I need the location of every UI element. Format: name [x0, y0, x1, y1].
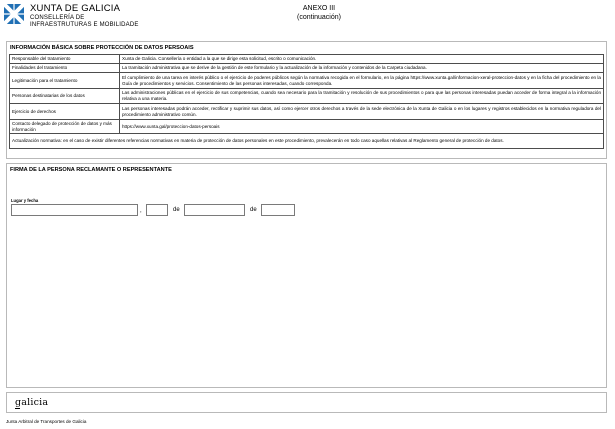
day-field[interactable]	[146, 204, 168, 216]
row-value: La tramitación administrativa que se derive de la gestión de este formulario y la actualización de la información y contenidos de la Carpeta ciudadana.	[120, 64, 604, 73]
galicia-logo: galicia	[15, 397, 49, 408]
department-line-1: CONSELLERÍA DE	[30, 15, 85, 21]
row-value: Xunta de Galicia. Consellería o entidad a la que se dirige esta solicitud, escrito o comunicación.	[120, 55, 604, 64]
row-value: Las administraciones públicas en el ejercicio de sus competencias, cuando sea necesario para la tramitación y resolución de sus procedimientos o para que las personas interesadas puedan acceder de forma integral a la información relativa a una materia.	[120, 89, 604, 104]
signature-title: FIRMA DE LA PERSONA RECLAMANTE O REPRESENTANTE	[10, 167, 172, 173]
de-separator-2: de	[250, 207, 257, 213]
footer-org-text: Junta Arbitral de Transportes de Galicia	[6, 419, 87, 424]
xunta-logo-icon	[4, 4, 24, 24]
place-field[interactable]	[11, 204, 138, 216]
signature-section	[6, 163, 607, 388]
annex-subtitle: (continuación)	[297, 13, 341, 21]
regulatory-update-note: Actualización normativa: en el caso de existir diferentes referencias normativas en materia de protección de datos personales en este procedimiento, prevalecerán en todo caso aquellas relativas al Reglamento general de protección de datos.	[10, 134, 604, 149]
row-key: Ejercicio de derechos	[10, 104, 120, 120]
galicia-logo-underline	[15, 408, 20, 409]
month-field[interactable]	[184, 204, 245, 216]
place-date-label: Lugar y fecha	[11, 198, 39, 203]
annex-heading	[274, 5, 364, 22]
data-protection-table	[9, 54, 604, 149]
department-name	[30, 15, 139, 29]
row-value: El cumplimiento de una tarea en interés público o el ejercicio de poderes públicos según la normativa recogida en el formulario, en la página https://www.xunta.gal/informacion-xeral-proteccion-datos y en la ficha del procedimiento en la Guía de procedimientos y servicios. Consentimiento de las personas interesadas, cuando corresponda.	[120, 73, 604, 89]
org-name: XUNTA DE GALICIA	[30, 3, 121, 14]
row-key: Contacto delegado de protección de datos y más información	[10, 120, 120, 134]
row-key: Legitimación para el tratamiento	[10, 73, 120, 89]
row-key: Responsable del tratamiento	[10, 55, 120, 64]
footer-logo-box	[6, 392, 607, 413]
row-key: Finalidades del tratamiento	[10, 64, 120, 73]
row-value: https://www.xunta.gal/proteccion-datos-persoais	[120, 120, 604, 134]
row-key: Personas destinatarias de los datos	[10, 89, 120, 104]
year-field[interactable]	[261, 204, 295, 216]
data-protection-title: INFORMACIÓN BÁSICA SOBRE PROTECCIÓN DE DATOS PERSOAIS	[10, 45, 194, 51]
department-line-2: INFRAESTRUTURAS E MOBILIDADE	[30, 22, 139, 28]
data-protection-section	[6, 41, 607, 159]
table-row	[10, 120, 604, 134]
table-row	[10, 55, 604, 64]
de-separator-1: de	[173, 207, 180, 213]
table-row	[10, 134, 604, 149]
table-row	[10, 104, 604, 120]
annex-title: ANEXO III	[302, 5, 336, 12]
row-value: Las personas interesadas podrán acceder, rectificar y suprimir sus datos, así como ejercer otros derechos a través de la sede electrónica de la Xunta de Galicia o en los lugares y registros establecidos en la normativa reguladora del procedimiento administrativo común.	[120, 104, 604, 120]
table-row	[10, 89, 604, 104]
table-row	[10, 64, 604, 73]
comma-separator: ,	[140, 208, 142, 214]
page-header	[4, 3, 604, 41]
table-row	[10, 73, 604, 89]
